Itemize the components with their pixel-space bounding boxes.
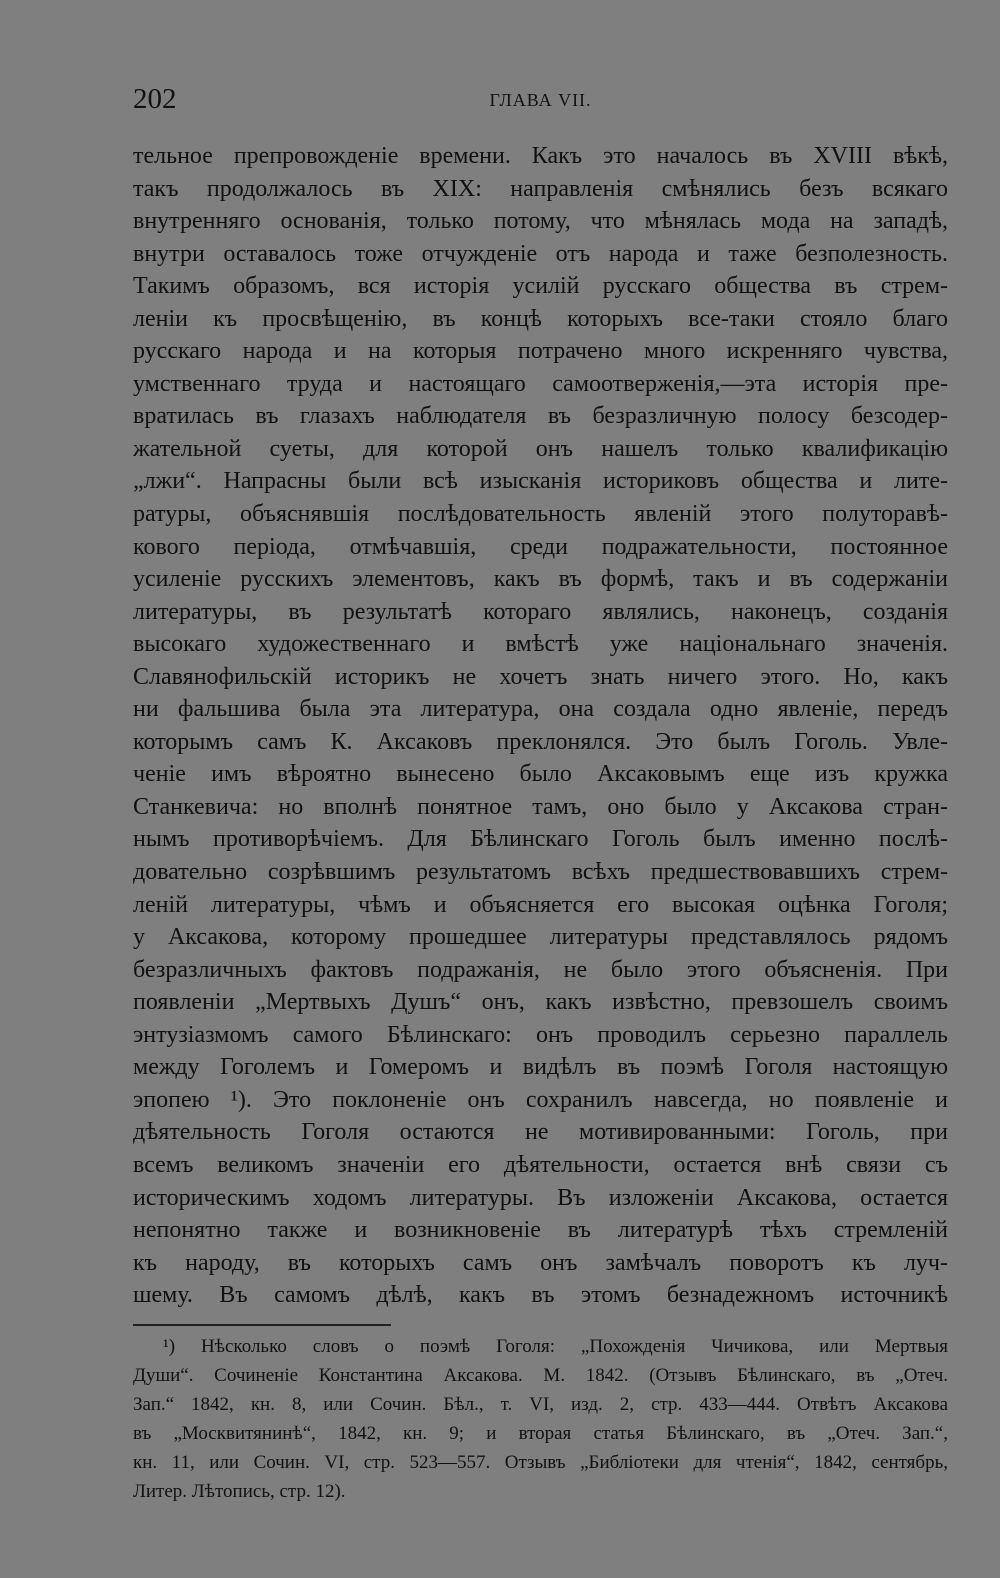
page-number: 202 <box>133 83 177 115</box>
book-page <box>133 82 948 1506</box>
text-line: высокаго художественнаго и вмѣстѣ уже національнаго значенія. <box>133 631 948 658</box>
text-line: вратилась въ глазахъ наблюдателя въ безразличную полосу безсодер- <box>133 403 948 430</box>
text-line: такъ продолжалось въ XIX: направленія смѣнялись безъ всякаго <box>133 175 948 202</box>
text-line: появленіи „Мертвыхъ Душъ“ онъ, какъ извѣстно, превзошелъ своимъ <box>133 989 948 1016</box>
text-line: ратуры, объяснявшія послѣдовательность явленій этого полуторавѣ- <box>133 501 948 528</box>
text-line: леній литературы, чѣмъ и объясняется его высокая оцѣнка Гоголя; <box>133 891 948 918</box>
chapter-title: ГЛАВА VII. <box>489 90 592 110</box>
text-line: нымъ противорѣчіемъ. Для Бѣлинскаго Гоголь былъ именно послѣ- <box>133 826 948 853</box>
text-line: у Аксакова, которому прошедшее литературы представлялось рядомъ <box>133 924 948 951</box>
text-line: умственнаго труда и настоящаго самоотверженія,—эта исторія пре- <box>133 370 948 397</box>
text-line: внутри оставалось тоже отчужденіе отъ народа и таже безполезность. <box>133 240 948 267</box>
text-line: которымъ самъ К. Аксаковъ преклонялся. Это былъ Гоголь. Увле- <box>133 728 948 755</box>
text-line: Славянофильскій историкъ не хочетъ знать ничего этого. Но, какъ <box>133 663 948 690</box>
footnotes <box>133 1332 948 1506</box>
text-line: между Гоголемъ и Гомеромъ и видѣлъ въ поэмѣ Гоголя настоящую <box>133 1054 948 1081</box>
text-line: безразличныхъ фактовъ подражанія, не было этого объясненія. При <box>133 956 948 983</box>
text-line: тельное препровожденіе времени. Какъ это началось въ XVIII вѣкѣ, <box>133 143 948 169</box>
footnote-line: кн. 11, или Сочин. VI, стр. 523—557. Отзывъ „Библіотеки для чтенія“, 1842, сентябрь, <box>133 1451 948 1473</box>
footnote-line: въ „Москвитянинѣ“, 1842, кн. 9; и вторая статья Бѣлинскаго, въ „Отеч. Зап.“, <box>133 1422 948 1444</box>
text-line: русскаго народа и на которыя потрачено много искренняго чувства, <box>133 338 948 365</box>
footnote-line: Души“. Сочиненіе Константина Аксакова. М. 1842. (Отзывъ Бѣлинскаго, въ „Отеч. <box>133 1364 948 1386</box>
text-line: внутренняго основанія, только потому, что мѣнялась мода на западѣ, <box>133 208 948 235</box>
text-line: историческимъ ходомъ литературы. Въ изложеніи Аксакова, остается <box>133 1184 948 1211</box>
footnote-line: Литер. Лѣтопись, стр. 12). <box>133 1480 346 1502</box>
text-line: „лжи“. Напрасны были всѣ изысканія историковъ общества и лите- <box>133 468 948 495</box>
text-line: ченіе имъ вѣроятно вынесено было Аксаковымъ еще изъ кружка <box>133 761 948 788</box>
text-line: леніи къ просвѣщенію, въ концѣ которыхъ все-таки стояло благо <box>133 305 948 332</box>
footnote-divider <box>133 1324 391 1326</box>
text-line: энтузіазмомъ самого Бѣлинскаго: онъ проводилъ серьезно параллель <box>133 1021 948 1048</box>
text-line: литературы, въ результатѣ котораго являлись, наконецъ, созданія <box>133 598 948 625</box>
text-line: усиленіе русскихъ элементовъ, какъ въ формѣ, такъ и въ содержаніи <box>133 566 948 593</box>
footnote-line: Зап.“ 1842, кн. 8, или Сочин. Бѣл., т. VI, изд. 2, стр. 433—444. Отвѣтъ Аксакова <box>133 1393 948 1415</box>
page-header <box>133 82 948 122</box>
text-line: жательной суеты, для которой онъ нашелъ только квалификацію <box>133 435 948 462</box>
text-line: шему. Въ самомъ дѣлѣ, какъ въ этомъ безнадежномъ источникѣ <box>133 1282 948 1309</box>
text-line: кового періода, отмѣчавшія, среди подражательности, постоянное <box>133 533 948 560</box>
text-line: къ народу, въ которыхъ самъ онъ замѣчалъ поворотъ къ луч- <box>133 1249 948 1276</box>
text-line: эпопею ¹). Это поклоненіе онъ сохранилъ навсегда, но появленіе и <box>133 1086 948 1113</box>
text-line: Станкевича: но вполнѣ понятное тамъ, оно было у Аксакова стран- <box>133 793 948 820</box>
text-line: довательно созрѣвшимъ результатомъ всѣхъ предшествовавшихъ стрем- <box>133 859 948 886</box>
footnote-line: ¹) Нѣсколько словъ о поэмѣ Гоголя: „Похожденія Чичикова, или Мертвыя <box>163 1335 948 1357</box>
main-text <box>133 140 948 1312</box>
text-line: ни фальшива была эта литература, она создала одно явленіе, передъ <box>133 696 948 723</box>
text-line: непонятно также и возникновеніе въ литературѣ тѣхъ стремленій <box>133 1217 948 1244</box>
text-line: всемъ великомъ значеніи его дѣятельности, остается внѣ связи съ <box>133 1151 948 1178</box>
text-line: дѣятельность Гоголя остаются не мотивированными: Гоголь, при <box>133 1119 948 1146</box>
text-line: Такимъ образомъ, вся исторія усилій русскаго общества въ стрем- <box>133 273 948 300</box>
